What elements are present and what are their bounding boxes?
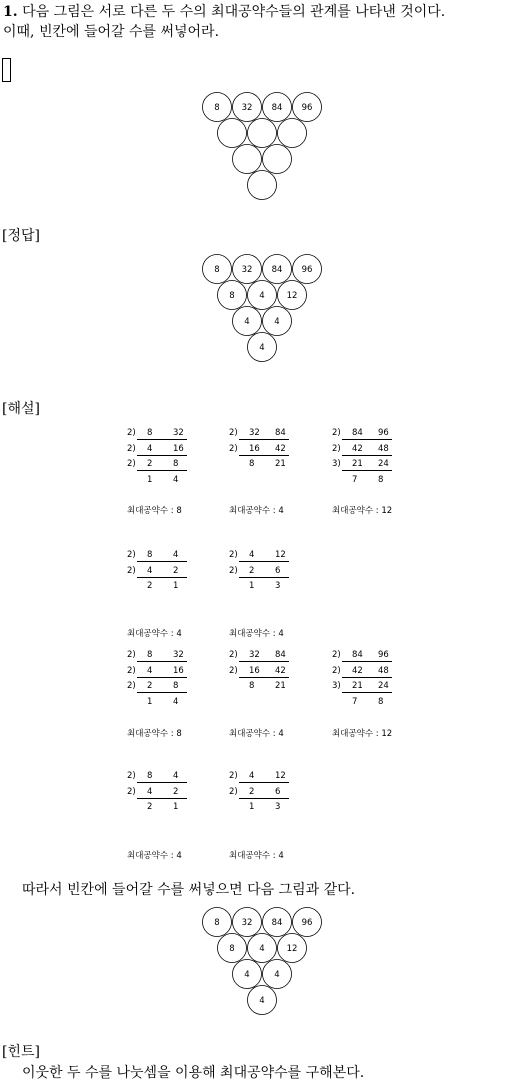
division-number: 6 [275, 565, 281, 576]
pyramid-number: 8 [229, 291, 235, 301]
division-number: 2) [127, 681, 136, 691]
division-number: 4 [173, 696, 179, 707]
division-row [332, 475, 394, 488]
division-number: 3 [275, 802, 281, 812]
division-row [127, 666, 189, 679]
division-number: 2) [229, 443, 238, 454]
hint-text: 이웃한 두 수를 나눗셈을 이용해 최대공약수를 구해본다. [22, 1065, 365, 1081]
division-number: 2) [127, 665, 136, 676]
division-number: 8 [147, 650, 153, 660]
pyramid-number: 4 [274, 317, 280, 327]
division-row [127, 428, 189, 441]
gcd-caption: 최대공약수 : 4 [127, 851, 182, 861]
division-number: 2) [229, 786, 238, 797]
division-number: 2) [127, 786, 136, 797]
conclusion-text: 따라서 빈칸에 들어갈 수를 써넣으면 다음 그림과 같다. [22, 882, 356, 898]
division-number: 2) [127, 443, 136, 454]
division-number: 12 [275, 550, 286, 560]
pyramid-number: 84 [271, 265, 283, 275]
pyramid-number: 4 [259, 291, 265, 301]
division-number: 2) [229, 428, 238, 438]
division-line [239, 439, 289, 440]
division-number: 2 [173, 786, 179, 797]
pyramid-circle [263, 145, 292, 174]
division-number: 8 [378, 474, 384, 485]
division-row [127, 650, 189, 663]
division-number: 8 [147, 428, 153, 438]
division-number: 8 [147, 771, 153, 781]
division-line [137, 455, 187, 456]
division-line [239, 455, 289, 456]
division-number: 2) [127, 565, 136, 576]
division-number: 8 [249, 681, 255, 691]
division-row [229, 550, 291, 563]
pyramid-number: 12 [286, 944, 298, 954]
division-number: 42 [275, 443, 286, 454]
division-number: 42 [352, 443, 363, 454]
pyramid-circle [248, 119, 277, 148]
pyramid-number: 8 [229, 944, 235, 954]
problem-number: 1. [3, 4, 18, 20]
pyramid-circle [233, 145, 262, 174]
division-line [137, 470, 187, 471]
pyramid-number: 4 [259, 996, 265, 1006]
division-row [127, 475, 189, 488]
division-row [229, 681, 291, 694]
division-number: 4 [147, 565, 153, 576]
division-line [239, 677, 289, 678]
pyramid-number: 8 [214, 918, 220, 928]
division-number: 21 [275, 681, 286, 691]
gcd-caption: 최대공약수 : 12 [332, 506, 393, 516]
division-number: 32 [173, 428, 184, 438]
gcd-caption: 최대공약수 : 4 [229, 629, 284, 639]
division-number: 42 [275, 665, 286, 676]
division-number: 42 [352, 665, 363, 676]
division-row [229, 459, 291, 472]
division-number: 16 [249, 443, 260, 454]
pyramid-number: 4 [259, 343, 265, 353]
division-row [229, 666, 291, 679]
division-row [127, 771, 189, 784]
division-row [127, 566, 189, 579]
pyramid-number: 4 [244, 970, 250, 980]
division-number: 8 [378, 696, 384, 707]
division-row [229, 802, 291, 815]
division-number: 3 [275, 581, 281, 591]
division-number: 2) [127, 459, 136, 469]
division-number: 96 [378, 650, 389, 660]
answer-label: [정답] [2, 228, 40, 244]
division-row [229, 428, 291, 441]
division-number: 8 [173, 459, 179, 469]
division-line [239, 798, 289, 799]
division-row [332, 428, 394, 441]
division-line [137, 577, 187, 578]
pyramid-number: 4 [244, 317, 250, 327]
division-number: 2) [127, 428, 136, 438]
division-number: 4 [249, 550, 255, 560]
division-number: 2 [147, 802, 153, 812]
division-number: 1 [249, 581, 255, 591]
division-number: 84 [352, 428, 363, 438]
division-line [137, 561, 187, 562]
division-number: 84 [275, 428, 286, 438]
division-number: 2 [249, 565, 255, 576]
division-number: 24 [378, 681, 389, 691]
division-number: 1 [249, 802, 255, 812]
problem-line-1 [3, 2, 445, 22]
division-number: 16 [173, 665, 184, 676]
division-number: 21 [352, 459, 363, 469]
division-line [342, 692, 392, 693]
division-line [137, 439, 187, 440]
division-line [137, 798, 187, 799]
gcd-caption: 최대공약수 : 12 [332, 729, 393, 739]
pyramid-circle [248, 171, 277, 200]
division-number: 32 [173, 650, 184, 660]
division-number: 32 [249, 650, 260, 660]
division-row [332, 650, 394, 663]
division-row [127, 444, 189, 457]
division-number: 2 [147, 459, 153, 469]
division-row [127, 581, 189, 594]
pyramid-number: 12 [286, 291, 298, 301]
division-line [137, 677, 187, 678]
division-number: 21 [275, 459, 286, 469]
pyramid-number: 32 [241, 265, 253, 275]
division-number: 6 [275, 786, 281, 797]
division-row [127, 802, 189, 815]
division-line [137, 782, 187, 783]
division-row [332, 681, 394, 694]
explanation-label: [해설] [2, 401, 40, 417]
division-number: 4 [147, 665, 153, 676]
division-number: 4 [173, 771, 179, 781]
problem-text-1: 다음 그림은 서로 다른 두 수의 최대공약수들의 관계를 나타낸 것이다. [22, 4, 446, 20]
pyramid-number: 8 [214, 103, 220, 113]
division-number: 48 [378, 443, 389, 454]
gcd-caption: 최대공약수 : 4 [229, 729, 284, 739]
division-line [342, 677, 392, 678]
division-number: 16 [173, 443, 184, 454]
division-line [342, 661, 392, 662]
division-line [239, 661, 289, 662]
division-number: 7 [352, 474, 358, 485]
division-number: 1 [147, 696, 153, 707]
division-number: 2) [332, 650, 341, 660]
division-row [332, 697, 394, 710]
division-number: 84 [352, 650, 363, 660]
division-number: 24 [378, 459, 389, 469]
division-number: 2 [249, 786, 255, 797]
division-row [127, 550, 189, 563]
division-number: 12 [275, 771, 286, 781]
division-line [137, 692, 187, 693]
division-number: 1 [173, 802, 179, 812]
pyramid-circle [218, 119, 247, 148]
division-number: 2) [332, 443, 341, 454]
hint-label: [힌트] [2, 1044, 40, 1060]
division-number: 84 [275, 650, 286, 660]
division-number: 4 [249, 771, 255, 781]
division-number: 2) [229, 650, 238, 660]
division-line [239, 577, 289, 578]
division-row [229, 787, 291, 800]
division-line [342, 439, 392, 440]
division-line [342, 470, 392, 471]
division-number: 1 [147, 474, 153, 485]
division-number: 4 [173, 550, 179, 560]
pyramid-number: 8 [214, 265, 220, 275]
division-row [332, 459, 394, 472]
pyramid-number: 84 [271, 103, 283, 113]
division-number: 7 [352, 696, 358, 707]
problem-line-2: 이때, 빈칸에 들어갈 수를 써넣어라. [3, 24, 220, 40]
division-line [239, 782, 289, 783]
division-number: 1 [173, 581, 179, 591]
division-line [239, 561, 289, 562]
division-number: 3) [332, 681, 341, 691]
division-number: 2) [229, 771, 238, 781]
division-number: 96 [378, 428, 389, 438]
pyramid-number: 84 [271, 918, 283, 928]
division-row [229, 581, 291, 594]
pyramid-number: 96 [301, 918, 313, 928]
division-row [127, 459, 189, 472]
division-number: 2) [127, 771, 136, 781]
division-row [229, 771, 291, 784]
pyramid-number: 32 [241, 103, 253, 113]
pyramid-number: 4 [259, 944, 265, 954]
division-number: 4 [173, 474, 179, 485]
division-number: 4 [147, 786, 153, 797]
division-number: 8 [147, 550, 153, 560]
division-number: 2) [229, 665, 238, 676]
pyramid-answer [200, 252, 335, 364]
division-number: 2) [229, 565, 238, 576]
division-number: 2 [147, 681, 153, 691]
gcd-caption: 최대공약수 : 4 [229, 506, 284, 516]
division-row [229, 444, 291, 457]
division-number: 2) [332, 665, 341, 676]
division-row [229, 650, 291, 663]
pyramid-circle [278, 119, 307, 148]
pyramid-number: 96 [301, 265, 313, 275]
division-number: 8 [249, 459, 255, 469]
division-number: 2 [147, 581, 153, 591]
pyramid-solution [200, 905, 335, 1017]
division-row [127, 681, 189, 694]
division-number: 3) [332, 459, 341, 469]
gcd-caption: 최대공약수 : 4 [229, 851, 284, 861]
division-number: 4 [147, 443, 153, 454]
division-row [332, 666, 394, 679]
division-row [332, 444, 394, 457]
division-number: 2) [229, 550, 238, 560]
division-row [127, 697, 189, 710]
division-number: 2) [332, 428, 341, 438]
division-number: 32 [249, 428, 260, 438]
division-number: 2) [127, 550, 136, 560]
division-line [137, 661, 187, 662]
division-number: 48 [378, 665, 389, 676]
gcd-caption: 최대공약수 : 8 [127, 506, 182, 516]
gcd-caption: 최대공약수 : 4 [127, 629, 182, 639]
pyramid-number: 96 [301, 103, 313, 113]
division-number: 2) [127, 650, 136, 660]
division-number: 8 [173, 681, 179, 691]
division-number: 21 [352, 681, 363, 691]
gcd-caption: 최대공약수 : 8 [127, 729, 182, 739]
division-number: 2 [173, 565, 179, 576]
division-line [342, 455, 392, 456]
answer-input-box[interactable] [2, 58, 11, 82]
pyramid-number: 4 [274, 970, 280, 980]
division-row [229, 566, 291, 579]
division-number: 16 [249, 665, 260, 676]
pyramid-number: 32 [241, 918, 253, 928]
pyramid-question [200, 90, 335, 202]
division-row [127, 787, 189, 800]
